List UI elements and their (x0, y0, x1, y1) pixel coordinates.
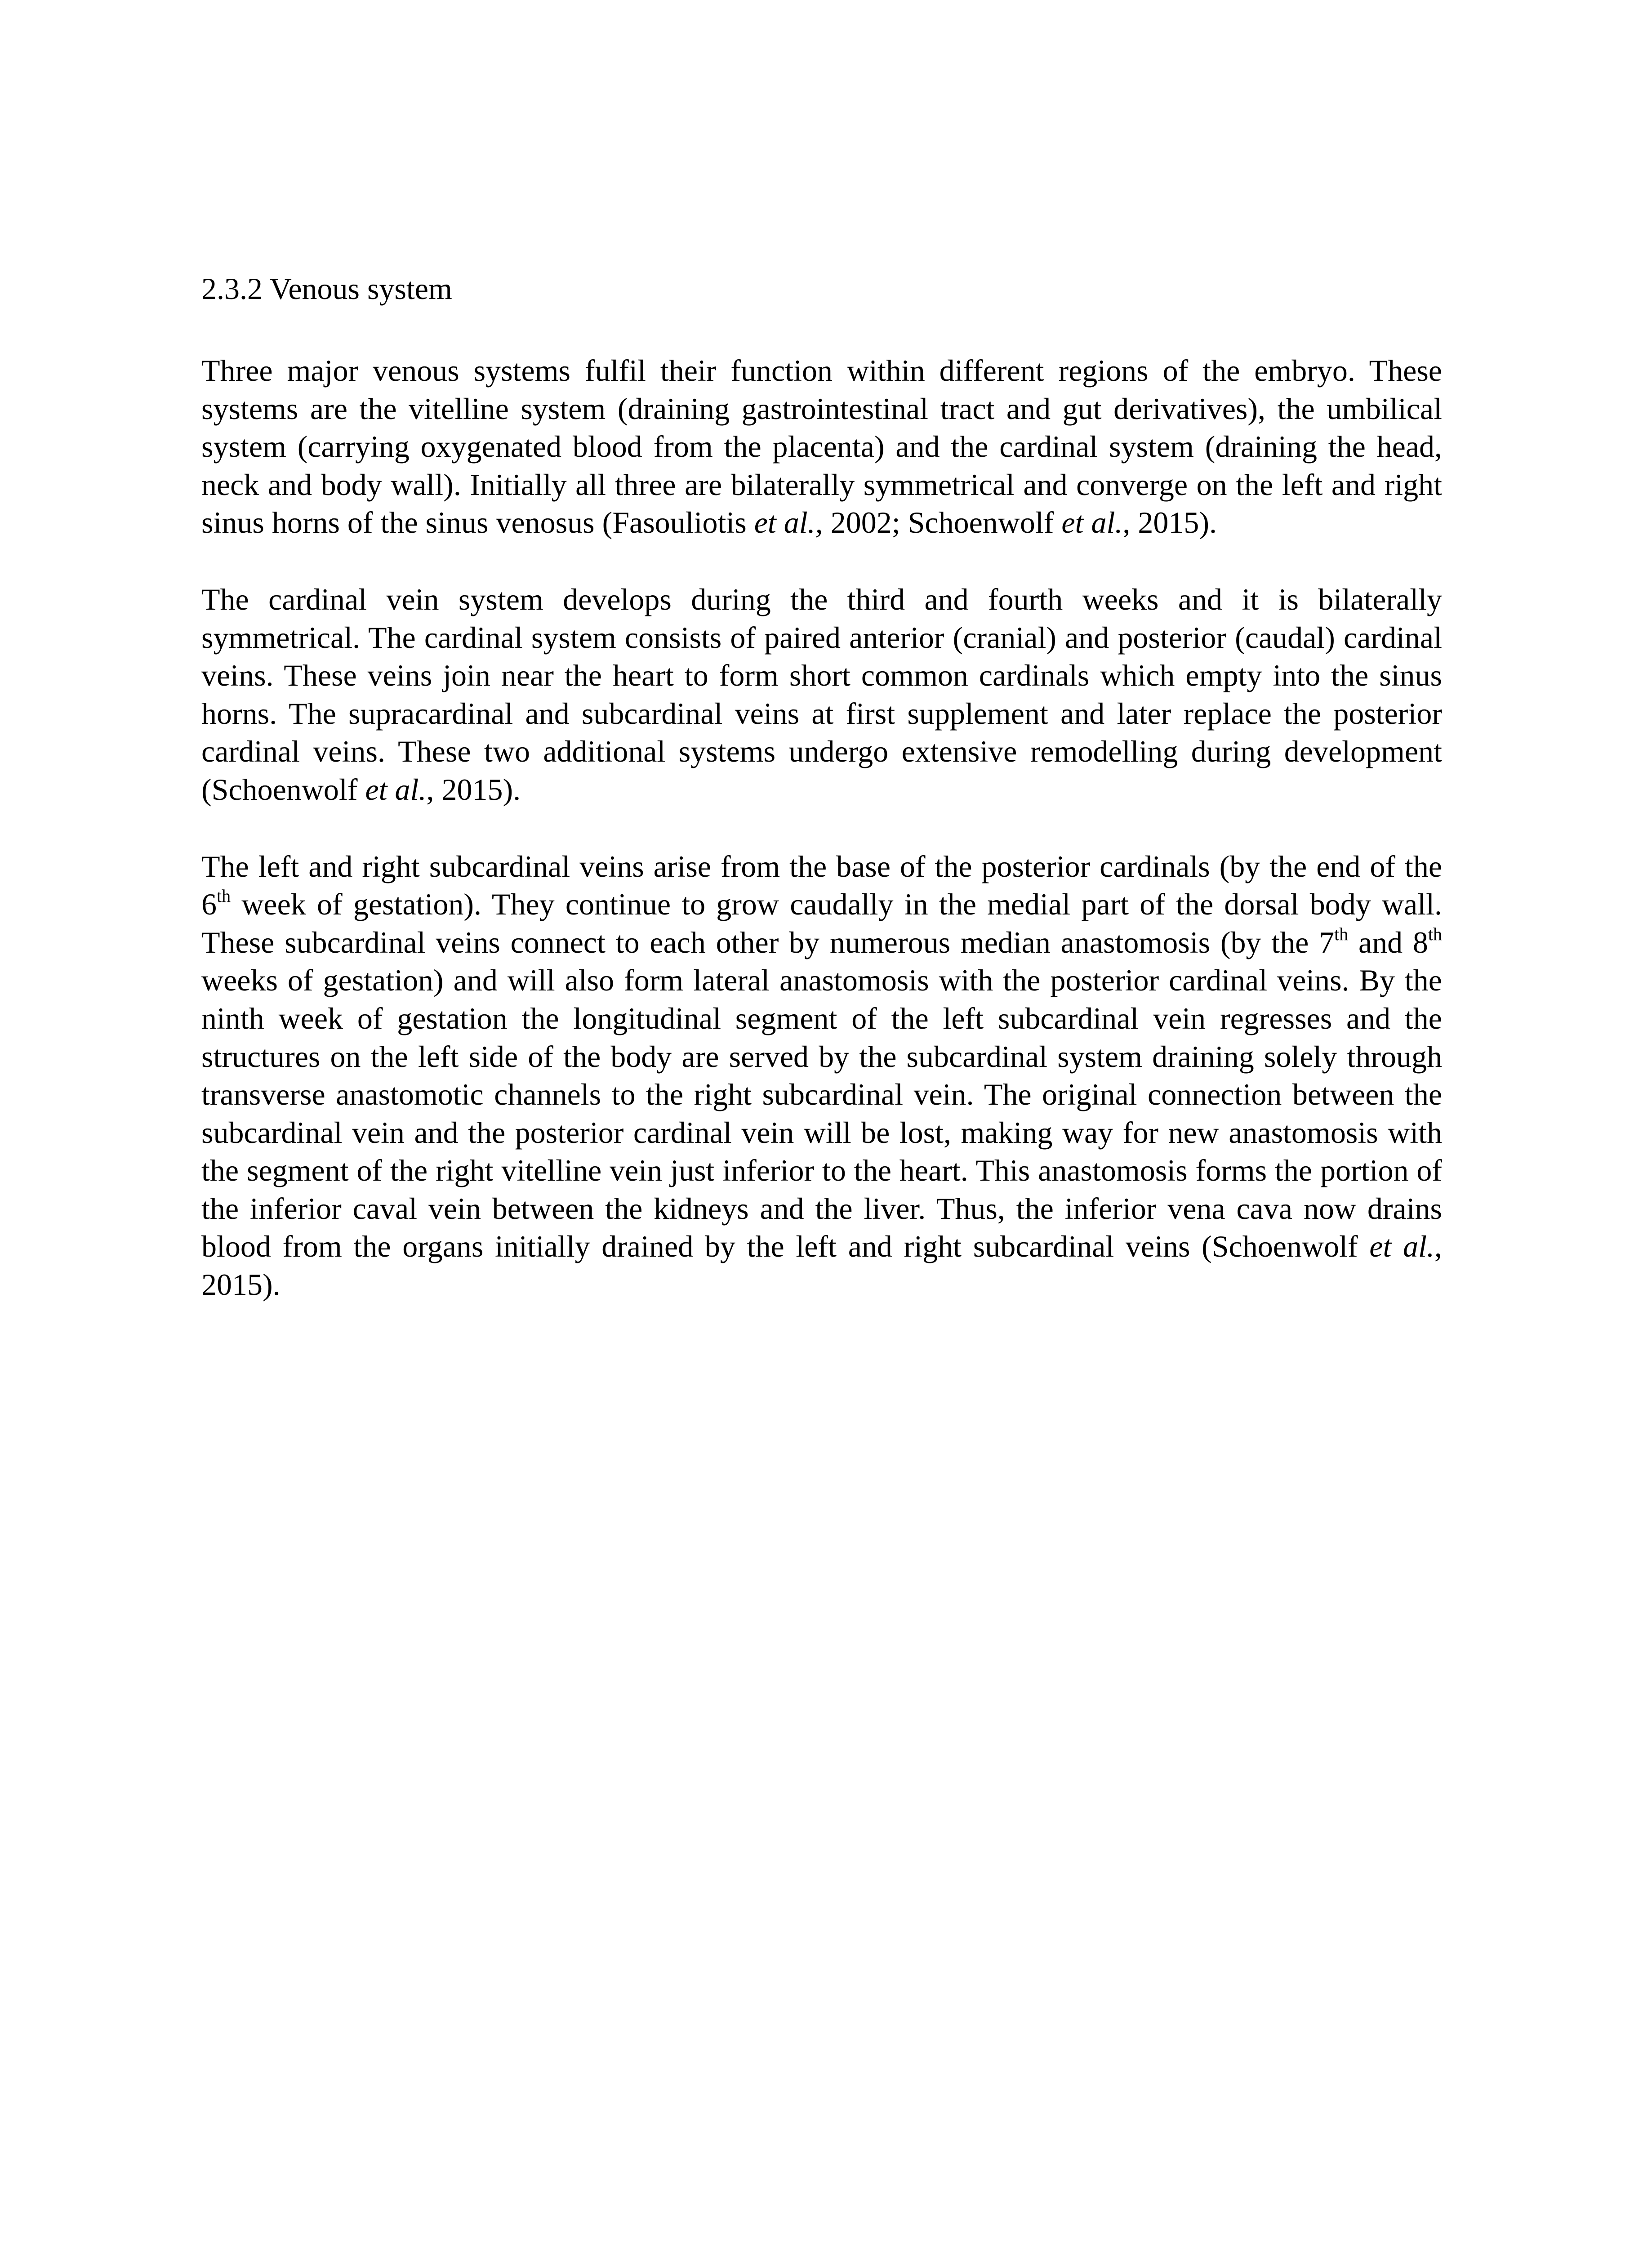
superscript: th (1334, 924, 1349, 945)
text-run: weeks of gestation) and will also form lateral anastomosis with the posterior cardinal veins. By the ninth week of gestation the longitudinal segment of the left subcardinal vein regresses and the structures on the left side of the body are served by the subcardinal system draining solely through transverse anastomotic channels to the right subcardinal vein. The original connection between the subcardinal vein and the posterior cardinal vein will be lost, making way for new anastomosis with the segment of the right vitelline vein just inferior to the heart. This anastomosis forms the portion of the inferior caval vein between the kidneys and the liver. Thus, the inferior vena cava now drains blood from the organs initially drained by the left and right subcardinal veins (Schoenwolf (201, 963, 1442, 1264)
page-content (201, 270, 1442, 1343)
text-run: 2002; Schoenwolf (823, 505, 1062, 540)
text-run: The cardinal vein system develops during the third and fourth weeks and it is bilaterally symmetrical. The cardinal system consists of paired anterior (cranial) and posterior (caudal) cardinal veins. These veins join near the heart to form short common cardinals which empty into the sinus horns. The supracardinal and subcardinal veins at first supplement and later replace the posterior cardinal veins. These two additional systems undergo extensive remodelling during development (Schoenwolf (201, 582, 1442, 807)
paragraph-subcardinal-veins (201, 847, 1442, 1304)
superscript: th (217, 886, 231, 906)
text-run: , 2015). (201, 1229, 1443, 1302)
text-run: , 2015). (1122, 505, 1217, 540)
italic-run: et al. (1061, 505, 1123, 540)
paragraph-cardinal-system (201, 580, 1442, 809)
text-run: The left and right subcardinal veins arise from the base of the posterior cardinals (by the end of the 6 (201, 849, 1442, 922)
text-run: , 2015). (426, 772, 521, 807)
text-run: Three major venous systems fulfil their function within different regions of the embryo. These systems are the vitelline system (draining gastrointestinal tract and gut derivatives), the umbilical system (carrying oxygenated blood from the placenta) and the cardinal system (draining the head, neck and body wall). Initially all three are bilaterally symmetrical and converge on the left and right sinus horns of the sinus venosus (Fasouliotis (201, 353, 1442, 540)
paragraph-venous-systems (201, 352, 1442, 542)
superscript: th (1428, 924, 1442, 945)
italic-run: et al., (754, 505, 823, 540)
section-heading: 2.3.2 Venous system (201, 272, 452, 306)
text-run: week of gestation). They continue to grow caudally in the medial part of the dorsal body wall. These subcardinal veins connect to each other by numerous median anastomosis (by the 7 (201, 887, 1442, 959)
italic-run: et al. (1369, 1229, 1435, 1264)
italic-run: et al. (365, 772, 427, 807)
text-run: and 8 (1348, 925, 1428, 959)
